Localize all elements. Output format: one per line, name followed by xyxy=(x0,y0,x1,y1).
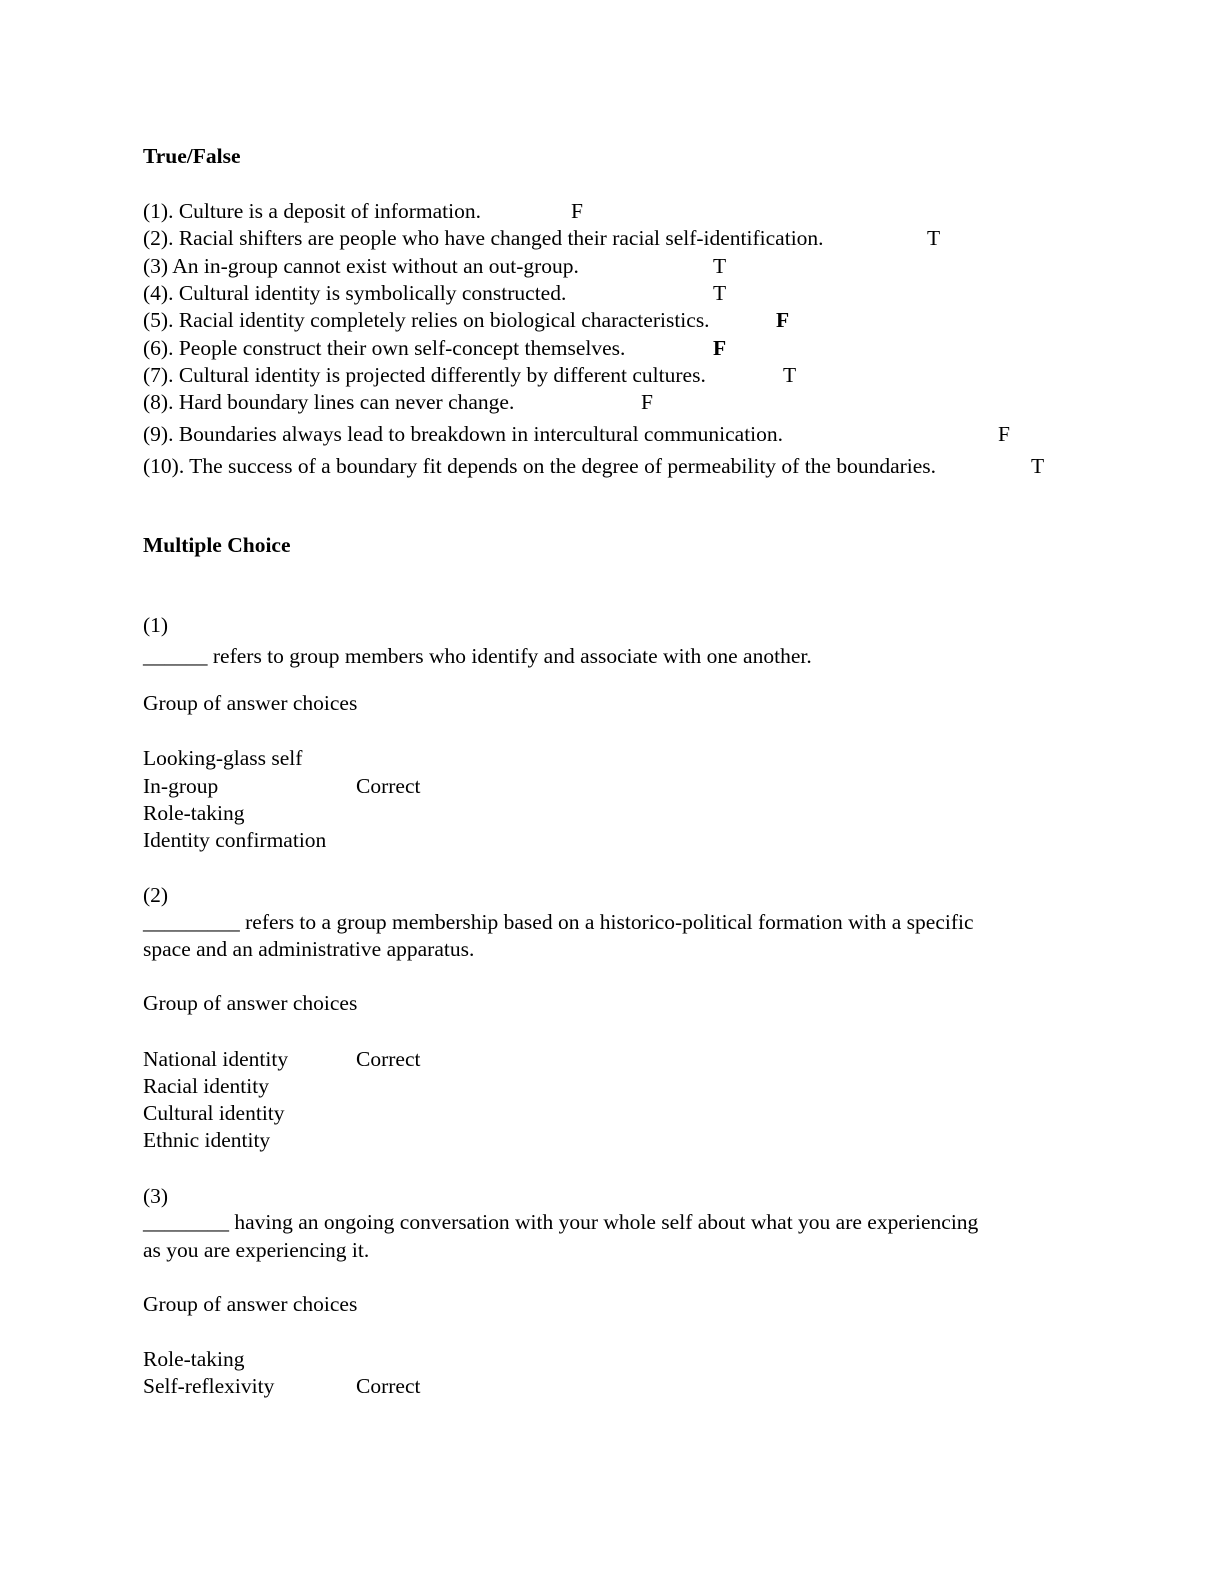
tf-answer-7: T xyxy=(783,363,797,387)
mc-question-3-choice-2: Self-reflexivity xyxy=(143,1374,275,1398)
mc-question-2-stem-line-2: space and an administrative apparatus. xyxy=(143,937,475,961)
mc-question-1-choice-3: Role-taking xyxy=(143,801,245,825)
tf-item-7: (7). Cultural identity is projected differently by different cultures. xyxy=(143,363,706,387)
mc-question-3-correct-mark: Correct xyxy=(356,1374,421,1398)
mc-question-2-number: (2) xyxy=(143,883,169,907)
mc-question-1-stem: ______ refers to group members who identify and associate with one another. xyxy=(143,644,812,668)
tf-item-5: (5). Racial identity completely relies on biological characteristics. xyxy=(143,308,710,332)
true-false-heading: True/False xyxy=(143,144,241,168)
tf-answer-9: F xyxy=(998,422,1010,446)
mc-question-1-number: (1) xyxy=(143,613,169,637)
tf-answer-2: T xyxy=(927,226,941,250)
mc-question-2-choice-2: Racial identity xyxy=(143,1074,269,1098)
tf-item-10: (10). The success of a boundary fit depends on the degree of permeability of the boundaries. xyxy=(143,454,937,478)
tf-answer-5: F xyxy=(776,308,790,332)
tf-answer-10: T xyxy=(1031,454,1045,478)
mc-question-2-stem-line-1: _________ refers to a group membership based on a historico-political formation with a specific xyxy=(143,910,974,934)
tf-item-4: (4). Cultural identity is symbolically constructed. xyxy=(143,281,567,305)
mc-question-3-group-label: Group of answer choices xyxy=(143,1292,358,1316)
tf-answer-8: F xyxy=(641,390,653,414)
mc-question-1-choice-1: Looking-glass self xyxy=(143,746,303,770)
tf-item-2: (2). Racial shifters are people who have changed their racial self-identification. xyxy=(143,226,824,250)
mc-question-2-choice-4: Ethnic identity xyxy=(143,1128,271,1152)
tf-answer-6: F xyxy=(713,336,727,360)
mc-question-3-stem-line-1: ________ having an ongoing conversation with your whole self about what you are experiencing xyxy=(143,1210,979,1234)
tf-item-9: (9). Boundaries always lead to breakdown in intercultural communication. xyxy=(143,422,784,446)
tf-item-6: (6). People construct their own self-concept themselves. xyxy=(143,336,626,360)
mc-question-3-stem-line-2: as you are experiencing it. xyxy=(143,1238,370,1262)
mc-question-2-choice-1: National identity xyxy=(143,1047,289,1071)
mc-question-2-correct-mark: Correct xyxy=(356,1047,421,1071)
tf-item-1: (1). Culture is a deposit of information. xyxy=(143,199,481,223)
tf-item-3: (3) An in-group cannot exist without an out-group. xyxy=(143,254,579,278)
multiple-choice-heading: Multiple Choice xyxy=(143,533,291,557)
mc-question-3-number: (3) xyxy=(143,1184,169,1208)
tf-answer-3: T xyxy=(713,254,727,278)
tf-answer-1: F xyxy=(571,199,583,223)
mc-question-2-group-label: Group of answer choices xyxy=(143,991,358,1015)
mc-question-1-choice-2: In-group xyxy=(143,774,219,798)
mc-question-2-choice-3: Cultural identity xyxy=(143,1101,285,1125)
mc-question-1-correct-mark: Correct xyxy=(356,774,421,798)
tf-answer-4: T xyxy=(713,281,727,305)
mc-question-3-choice-1: Role-taking xyxy=(143,1347,245,1371)
mc-question-1-group-label: Group of answer choices xyxy=(143,691,358,715)
tf-item-8: (8). Hard boundary lines can never change. xyxy=(143,390,515,414)
mc-question-1-choice-4: Identity confirmation xyxy=(143,828,327,852)
